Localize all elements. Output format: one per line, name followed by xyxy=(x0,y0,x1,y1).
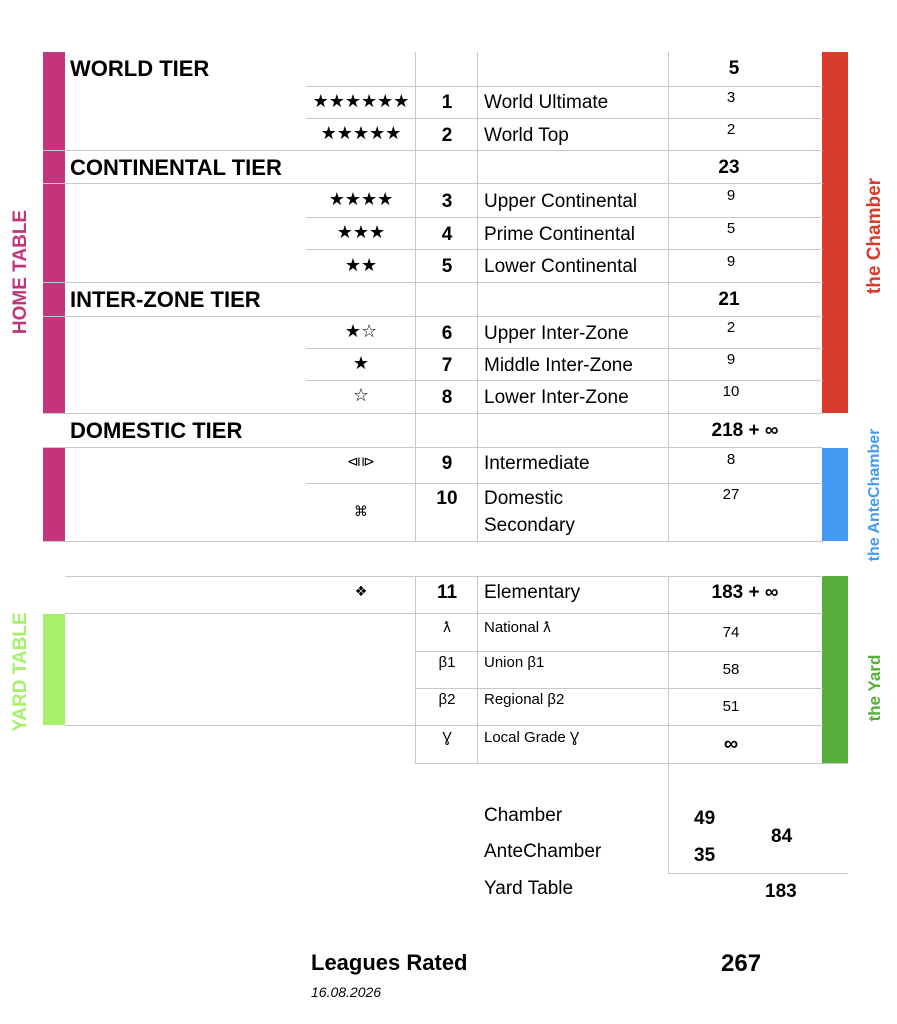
sublevel-code: β2 xyxy=(438,691,456,708)
tier-total-continental: 23 xyxy=(718,157,740,178)
sublevel-count: ∞ xyxy=(723,733,739,755)
league-count: 9 xyxy=(726,187,736,204)
tier-total-interzone: 21 xyxy=(718,289,740,310)
league-symbol: ❖ xyxy=(354,583,368,599)
summary-chamber-label: Chamber xyxy=(484,805,563,826)
home-table-label: HOME TABLE xyxy=(10,209,31,335)
league-symbol: ★★★★ xyxy=(328,189,394,209)
league-symbol: ⌘ xyxy=(354,503,368,519)
league-count: 9 xyxy=(726,351,736,368)
chamber-bar xyxy=(822,52,848,413)
league-name: Upper Inter-Zone xyxy=(484,323,629,344)
sublevel-name: National ƛ xyxy=(484,619,551,636)
tier-heading-world: WORLD TIER xyxy=(70,56,210,81)
league-name-line2: Secondary xyxy=(484,515,575,536)
summary-chamber-value: 49 xyxy=(694,808,716,829)
league-name: Elementary xyxy=(484,582,581,603)
league-count: 8 xyxy=(726,451,736,468)
yard-label: the Yard xyxy=(865,654,884,722)
antechamber-bar xyxy=(822,448,848,541)
league-symbol: ⧏⧐ xyxy=(347,453,375,469)
league-name: Upper Continental xyxy=(484,191,638,212)
league-count: 5 xyxy=(726,220,736,237)
yard-table-label: YARD TABLE xyxy=(10,612,31,732)
sublevel-name: Union β1 xyxy=(484,654,545,671)
league-level: 3 xyxy=(441,191,453,212)
league-name: Domestic xyxy=(484,488,564,509)
league-level: 8 xyxy=(441,387,453,408)
league-level: 1 xyxy=(441,92,453,113)
antechamber-label: the AnteChamber xyxy=(866,428,883,562)
sublevel-code: β1 xyxy=(438,654,456,671)
league-symbol: ★★ xyxy=(344,255,378,275)
league-level: 10 xyxy=(436,488,458,509)
league-name: Lower Inter-Zone xyxy=(484,387,629,408)
sublevel-name: Local Grade Ɣ xyxy=(484,729,580,746)
chamber-label: the Chamber xyxy=(864,177,885,295)
league-level: 5 xyxy=(441,256,453,277)
league-symbol: ★★★★★ xyxy=(320,123,402,143)
yard-table-bar xyxy=(43,614,65,725)
league-name: Middle Inter-Zone xyxy=(484,355,633,376)
footer-date: 16.08.2026 xyxy=(311,984,382,1000)
league-symbol: ★ xyxy=(352,353,370,373)
tier-heading-domestic: DOMESTIC TIER xyxy=(70,418,243,443)
sublevel-code: ƛ xyxy=(443,619,451,636)
tier-heading-interzone: INTER-ZONE TIER xyxy=(70,287,261,312)
tier-total-world: 5 xyxy=(728,58,740,79)
summary-combined-value: 84 xyxy=(771,826,793,847)
league-name: Prime Continental xyxy=(484,224,636,245)
summary-antechamber-label: AnteChamber xyxy=(484,841,602,862)
league-level: 7 xyxy=(441,355,453,376)
tier-total-domestic: 218 + ∞ xyxy=(711,420,779,441)
league-count: 183 + ∞ xyxy=(711,582,779,603)
yard-bar xyxy=(822,576,848,763)
league-level: 2 xyxy=(441,125,453,146)
league-count: 2 xyxy=(726,121,736,138)
footer-total: 267 xyxy=(721,950,762,977)
summary-yard-value: 183 xyxy=(765,881,797,902)
sublevel-code: Ɣ xyxy=(442,729,452,746)
league-level: 6 xyxy=(441,323,453,344)
home-table-bar xyxy=(43,52,65,413)
tier-heading-continental: CONTINENTAL TIER xyxy=(70,155,282,180)
summary-antechamber-value: 35 xyxy=(694,845,716,866)
home-table-bar-lower xyxy=(43,448,65,541)
league-count: 27 xyxy=(722,486,740,503)
league-level: 9 xyxy=(441,453,453,474)
league-count: 9 xyxy=(726,253,736,270)
footer-label: Leagues Rated xyxy=(311,950,468,975)
league-name: World Top xyxy=(484,125,569,146)
sublevel-name: Regional β2 xyxy=(484,691,565,708)
league-symbol: ★★★★★★ xyxy=(312,91,410,111)
league-symbol: ★★★ xyxy=(336,222,386,242)
sublevel-count: 58 xyxy=(722,661,740,678)
sublevel-count: 51 xyxy=(722,698,740,715)
league-level: 11 xyxy=(436,582,458,603)
league-count: 2 xyxy=(726,319,736,336)
league-name: Lower Continental xyxy=(484,256,638,277)
league-name: Intermediate xyxy=(484,453,590,474)
league-symbol: ☆ xyxy=(352,385,370,405)
league-name: World Ultimate xyxy=(484,92,609,113)
sublevel-count: 74 xyxy=(722,624,740,641)
league-symbol: ★☆ xyxy=(344,321,378,341)
league-count: 3 xyxy=(726,89,736,106)
league-level: 4 xyxy=(441,224,453,245)
league-count: 10 xyxy=(722,383,740,400)
summary-yard-label: Yard Table xyxy=(484,878,574,899)
